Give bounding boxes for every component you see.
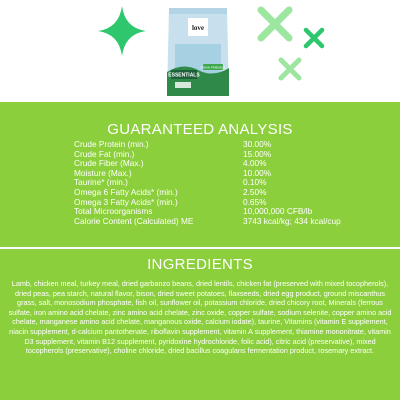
analysis-value: 30.00% [243, 139, 272, 149]
guaranteed-analysis-title: GUARANTEED ANALYSIS [107, 121, 293, 138]
analysis-name: Moisture (Max.) [74, 167, 132, 178]
nutrition-panel [0, 102, 400, 400]
analysis-name: Total Microorganisms [74, 206, 153, 217]
section-divider [0, 247, 400, 249]
analysis-name: Taurine* (min.) [74, 177, 128, 188]
product-hero [0, 0, 400, 102]
analysis-name: Crude Fat (min.) [74, 148, 135, 159]
bag-tag-text: GRAIN FRIENDLY [200, 65, 226, 70]
x-mark-icon [277, 56, 303, 82]
analysis-name: Calorie Content (Calculated) ME [74, 215, 194, 226]
analysis-value: 10,000,000 CFB/lb [243, 206, 313, 217]
bag-brand-logo: love [191, 24, 205, 32]
analysis-row [74, 217, 374, 227]
ingredients-text: Lamb, chicken meal, turkey meal, dried garbanzo beans, dried lentils, chicken fat (preserved with mixed tocopherols), dried peas, pea starch, natural flavor, bison, dried sweet potatoes, flaxseeds, dried egg product, ground miscanthus grass, salt, monosodium phosphate, fish oil, sunflower oil, potassium chloride, dried chicory root, Minerals (ferrous sulfate, iron amino acid chelate, zinc amino acid chelate, zinc oxide, copper sulfate, sodium selenite, copper amino acid chelate, manganese amino acid chelate, manganous oxide, calcium iodate), taurine, Vitamins (vitamin E supplement, niacin supplement, d-calcium pantothenate, riboflavin supplement, vitamin A supplement, thiamine mononitrate, vitamin D3 supplement, vitamin B12 supplement, pyridoxine hydrochloride, folic acid), citric acid (preservative), mixed tocopherols (preservative), choline chloride, dried bacillus coagulans fermentation product, rosemary extract. [8, 279, 392, 356]
analysis-value: 3743 kcal/kg; 434 kcal/cup [243, 215, 341, 226]
analysis-value: 0.10% [243, 177, 267, 188]
analysis-value: 15.00% [243, 148, 272, 159]
analysis-name: Crude Fiber (Max.) [74, 158, 144, 169]
ingredients-title: INGREDIENTS [147, 256, 253, 273]
sparkle-icon [98, 6, 146, 56]
guaranteed-analysis-list [74, 140, 374, 226]
analysis-name: Crude Protein (min.) [74, 139, 149, 149]
product-bag-image [163, 2, 233, 100]
analysis-value: 0.65% [243, 196, 267, 207]
x-mark-icon [302, 26, 326, 50]
analysis-value: 10.00% [243, 167, 272, 178]
bag-line-text: ESSENTIALS [168, 72, 200, 79]
analysis-value: 4.00% [243, 158, 267, 169]
x-mark-icon [255, 4, 295, 44]
analysis-name: Omega 6 Fatty Acids* (min.) [74, 186, 178, 197]
analysis-name: Omega 3 Fatty Acids* (min.) [74, 196, 178, 207]
analysis-value: 2.50% [243, 186, 267, 197]
